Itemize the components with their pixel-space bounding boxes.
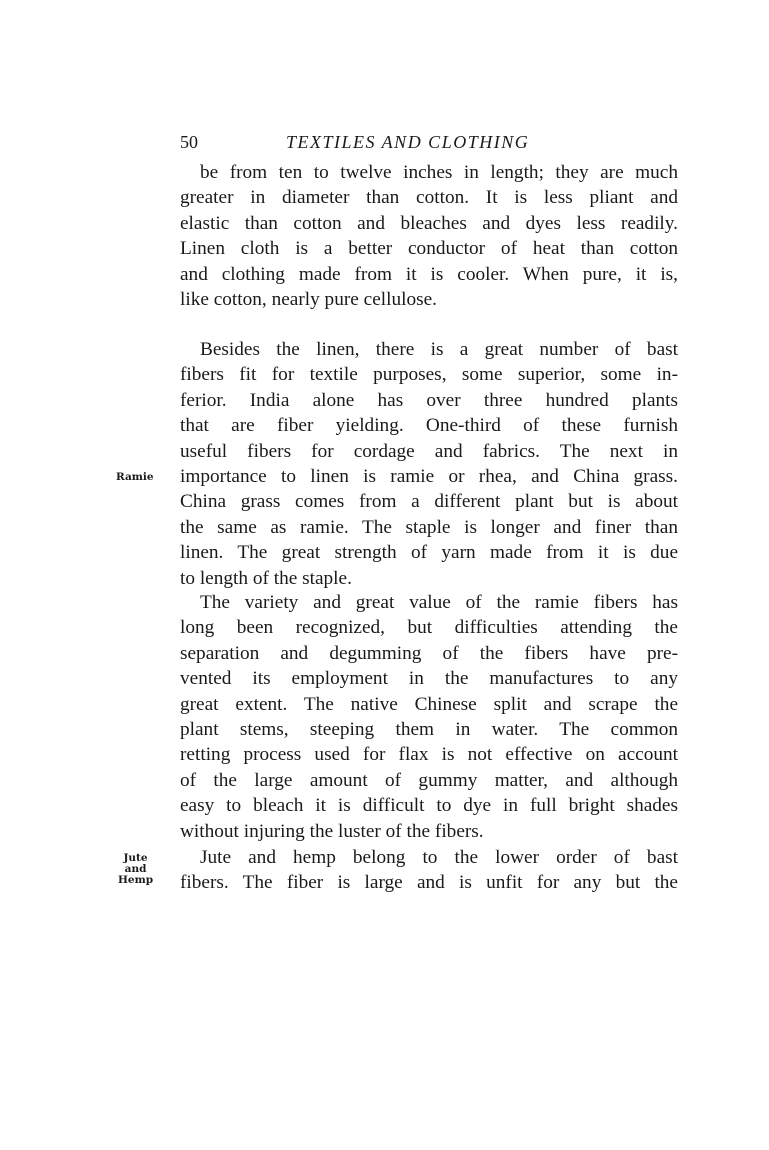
text-line: The variety and great value of the ramie fibers has [200,592,678,613]
text-line: be from ten to twelve inches in length; they are much [200,162,678,183]
text-line: the same as ramie. The staple is longer and finer than [180,516,678,538]
side-note-line: Hemp [118,874,154,886]
text-line: great extent. The native Chinese split and scrape the [180,693,678,715]
text-line: separation and degumming of the fibers have pre- [180,642,678,664]
text-line: long been recognized, but difficulties attending the [180,617,678,639]
text-line: easy to bleach it is difficult to dye in full bright shades [180,795,678,817]
text-line: that are fiber yielding. One-third of these furnish [180,415,678,437]
text-line: importance to linen is ramie or rhea, and China grass. [180,465,678,487]
text-line: Jute and hemp belong to the lower order of bast [200,847,678,868]
text-line: ferior. India alone has over three hundred plants [180,389,678,411]
text-line: Besides the linen, there is a great number of bast [200,339,678,360]
text-line: and clothing made from it is cooler. When pure, it is, [180,263,678,285]
text-line: elastic than cotton and bleaches and dyes less readily. [180,212,678,234]
text-line: fibers fit for textile purposes, some superior, some in- [180,364,678,386]
paragraph-2 [180,337,678,591]
text-line: plant stems, steeping them in water. The common [180,718,678,740]
side-note-line: and [124,863,147,875]
text-line: China grass comes from a different plant but is about [180,491,678,513]
side-note-ramie: Ramie [116,471,154,483]
paragraph-1 [180,160,678,312]
page-number: 50 [180,132,198,152]
text-line: to length of the staple. [180,567,352,589]
text-line: retting process used for flax is not effective on account [180,744,678,766]
text-line: useful fibers for cordage and fabrics. The next in [180,440,678,462]
paragraph-4 [180,845,678,896]
text-line: linen. The great strength of yarn made from it is due [180,542,678,564]
text-line: without injuring the luster of the fibers. [180,820,484,842]
text-line: greater in diameter than cotton. It is less pliant and [180,187,678,209]
paragraph-3 [180,590,678,844]
side-note-line: Jute [123,852,148,864]
running-title: TEXTILES AND CLOTHING [286,132,530,152]
text-line: vented its employment in the manufactures to any [180,668,678,690]
text-line: fibers. The fiber is large and is unfit for any but the [180,872,678,894]
text-line: of the large amount of gummy matter, and although [180,769,678,791]
text-line: Linen cloth is a better conductor of heat than cotton [180,238,678,260]
side-note-jute-and-hemp [118,853,153,886]
text-line: like cotton, nearly pure cellulose. [180,288,437,310]
